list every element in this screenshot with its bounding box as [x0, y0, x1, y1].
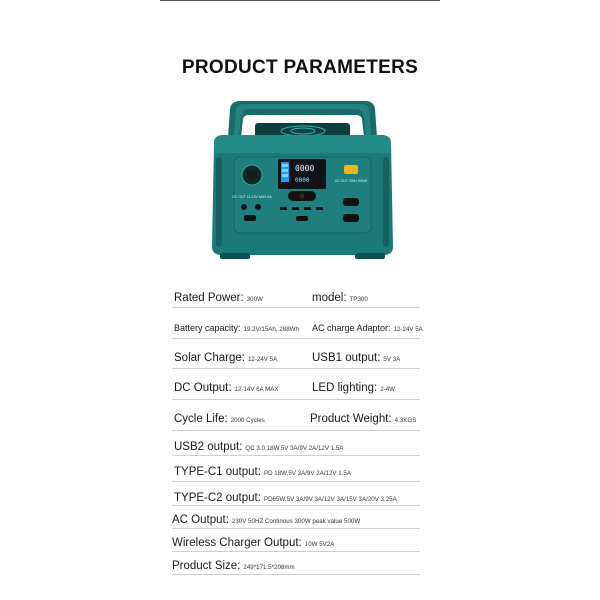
spec-row: [172, 529, 420, 552]
spec-row: [172, 400, 420, 431]
type-c1-output-label: TYPE-C1 output:: [174, 466, 261, 478]
battery-capacity-label: Battery capacity:: [174, 323, 241, 333]
cycle-life-value: 2000 Cycles: [230, 417, 265, 424]
ac-charge-adaptor-value: 12-24V 5A: [393, 326, 423, 333]
type-c2-output-value: PD65W,5V 3A/9V 3A/12V 3A/15V 3A/20V 3.25A: [263, 496, 397, 503]
svg-text:DC OUT 12-14V MAX 6A: DC OUT 12-14V MAX 6A: [232, 195, 272, 199]
product-weight-label: Product Weight:: [310, 413, 392, 425]
spec-row: [172, 369, 420, 400]
product-weight-value: 4.3KGS: [394, 417, 417, 424]
led-lighting-label: LED lighting:: [312, 382, 378, 394]
top-divider: [160, 0, 440, 1]
type-c2-output-label: TYPE-C2 output:: [174, 492, 261, 504]
svg-text:AC OUT 50Hz 500W: AC OUT 50Hz 500W: [334, 179, 368, 183]
wireless-charger-output-value: 10W 5V2A: [304, 541, 335, 548]
usb2-output-label: USB2 output:: [174, 441, 243, 453]
battery-capacity-value: 19.2V/15Ah, 288Wh: [243, 326, 299, 333]
model-label: model:: [312, 292, 347, 304]
type-c1-output-value: PD 18W,5V 3A/9V 2A/12V 1.5A: [263, 470, 351, 477]
power-station-illustration: [200, 95, 405, 265]
product-image: [200, 95, 405, 265]
spec-row: [172, 552, 420, 575]
ac-output-label: AC Output:: [172, 514, 229, 526]
solar-charge-label: Solar Charge:: [174, 352, 245, 364]
product-size-label: Product Size:: [172, 560, 241, 572]
svg-text:0000: 0000: [295, 177, 310, 184]
screen-readout: 0000: [295, 164, 315, 173]
product-size-value: 249*171.5*208mm: [243, 564, 295, 571]
spec-row: [172, 506, 420, 529]
led-lighting-value: 2-4W: [380, 386, 396, 393]
usb2-output-value: QC 3.0,18W,5V 3A/9V 2A/12V 1.5A: [245, 445, 344, 452]
page-title: PRODUCT PARAMETERS: [181, 57, 419, 78]
dc-output-value: 12-14V 6A MAX: [234, 386, 279, 393]
solar-charge-value: 12-24V 5A: [247, 356, 278, 363]
spec-row: [172, 431, 420, 456]
rated-power-value: 300W: [246, 296, 263, 303]
spec-table: [172, 283, 423, 575]
ac-charge-adaptor-label: AC charge Adaptor:: [312, 323, 391, 333]
dc-output-label: DC Output:: [174, 382, 232, 394]
spec-row: [172, 482, 420, 506]
spec-row: [172, 308, 423, 339]
spec-row: [172, 283, 420, 308]
model-value: TP300: [349, 296, 368, 303]
usb1-output-label: USB1 output:: [312, 352, 381, 364]
wireless-charger-output-label: Wireless Charger Output:: [172, 537, 302, 549]
spec-row: [172, 339, 420, 369]
rated-power-label: Rated Power:: [174, 292, 244, 304]
usb1-output-value: 5V 3A: [383, 356, 401, 363]
ac-output-value: 230V 50HZ Continous 300W peak value 500W: [231, 518, 361, 525]
cycle-life-label: Cycle Life:: [174, 413, 228, 425]
spec-row: [172, 456, 420, 482]
